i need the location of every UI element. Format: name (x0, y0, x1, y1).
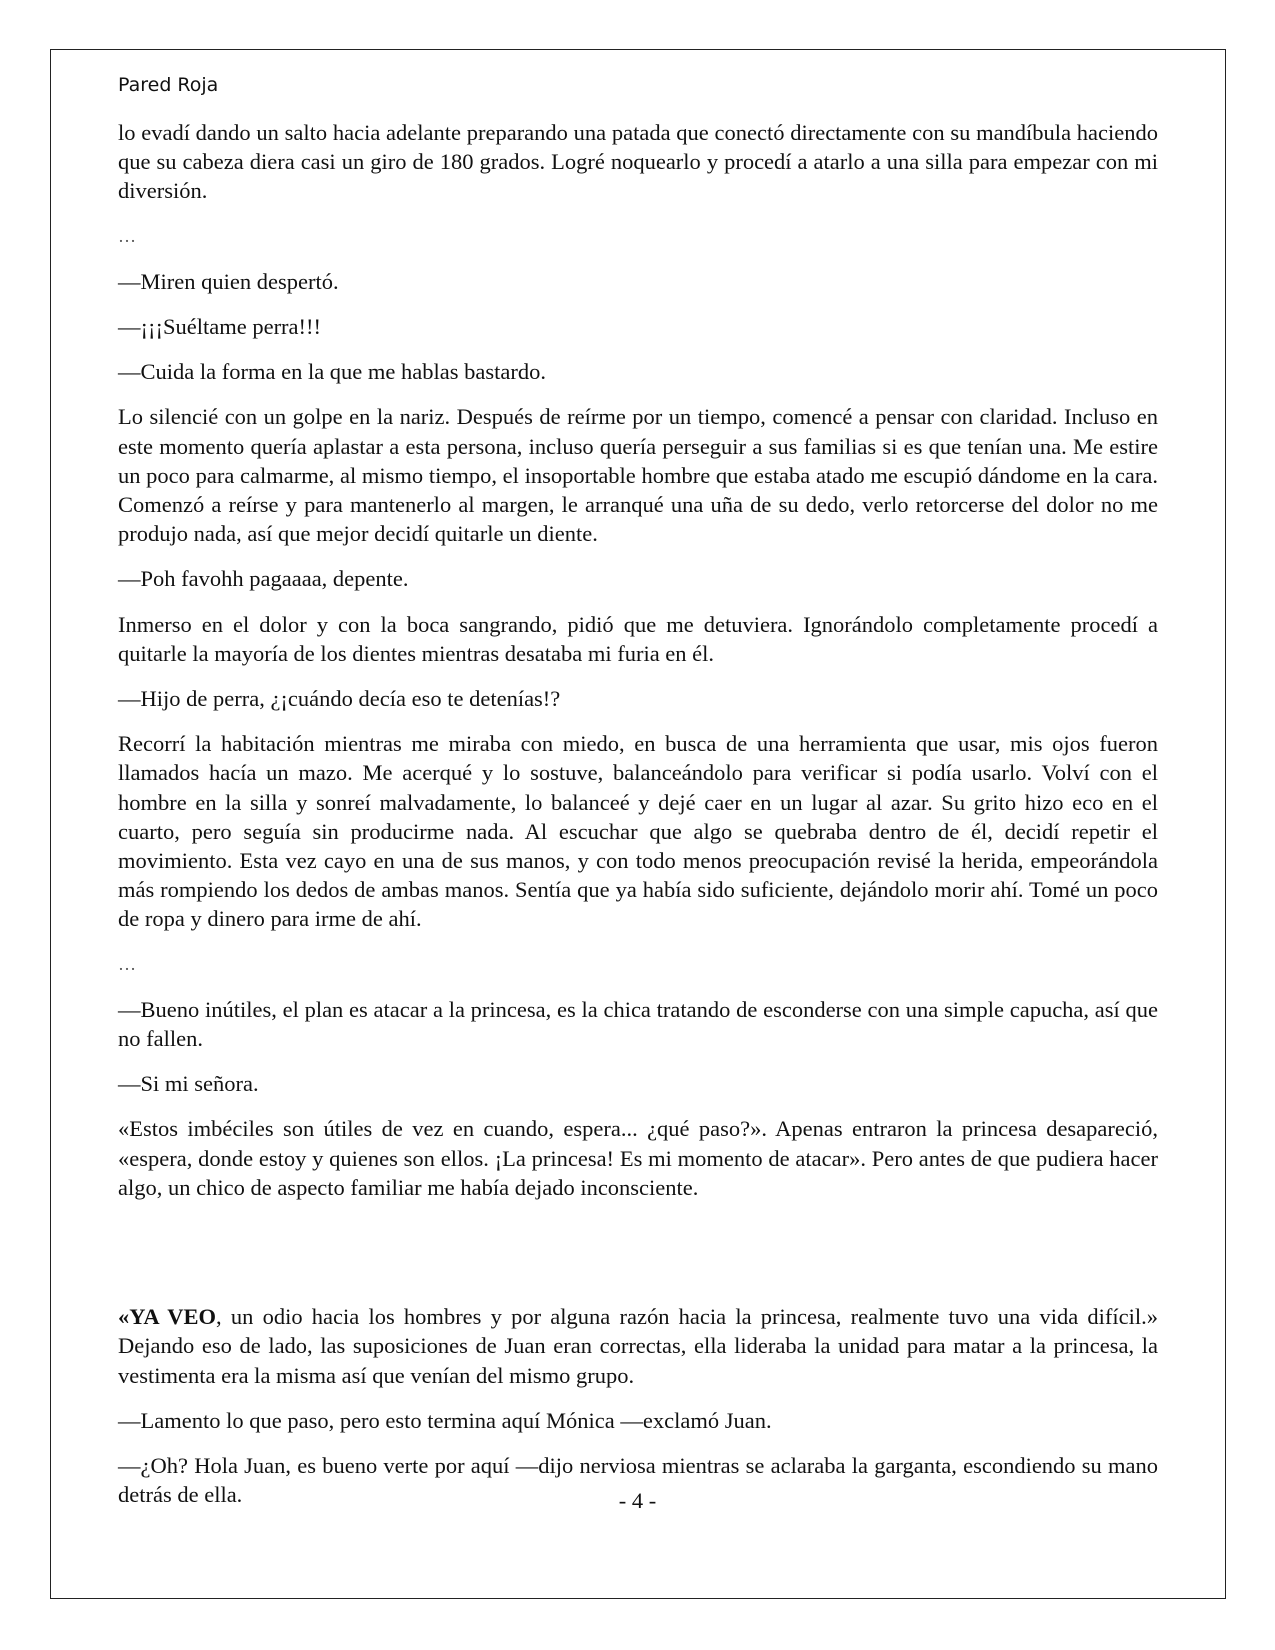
paragraph: Recorrí la habitación mientras me miraba con miedo, en busca de una herramienta que usar, mis ojos fueron llamados hacía un mazo. Me acerqué y lo sostuve, balanceándolo para verificar si podía usarlo. Volví con el hombre en la silla y sonreí malvadamente, lo balanceé y dejé caer en un lugar al azar. Su grito hizo eco en el cuarto, pero seguía sin producirme nada. Al escuchar que algo se quebraba dentro de él, decidí repetir el movimiento. Esta vez cayo en una de sus manos, y con todo menos preocupación revisé la herida, empeorándola más rompiendo los dedos de ambas manos. Sentía que ya había sido suficiente, dejándolo morir ahí. Tomé un poco de ropa y dinero para irme de ahí. (118, 731, 1158, 932)
paragraph (118, 1302, 1158, 1390)
dialogue-line: —Hijo de perra, ¿¡cuándo decía eso te detenías!? (118, 686, 561, 712)
scene-break: … (118, 225, 136, 246)
page-body (118, 118, 1158, 1525)
dialogue-line: —¡¡¡Suéltame perra!!! (118, 314, 322, 340)
dialogue-line: —Miren quien despertó. (118, 268, 339, 294)
page-number: - 4 - (618, 1488, 657, 1513)
dialogue-line: —Cuida la forma en la que me hablas bastardo. (118, 359, 546, 385)
paragraph: lo evadí dando un salto hacia adelante preparando una patada que conectó directamente con su mandíbula haciendo que su cabeza diera casi un giro de 180 grados. Logré noquearlo y procedí a atarlo a una silla para empezar con mi diversión. (118, 120, 1158, 204)
paragraph: Inmerso en el dolor y con la boca sangrando, pidió que me detuviera. Ignorándolo completamente procedí a quitarle la mayoría de los dientes mientras desataba mi furia en él. (118, 611, 1158, 666)
section-gap (118, 1218, 1158, 1302)
dialogue-line: —¿Oh? Hola Juan, es bueno verte por aquí —dijo nerviosa mientras se aclaraba la garganta, escondiendo su mano detrás de ella. (118, 1452, 1158, 1508)
dialogue-line: —Bueno inútiles, el plan es atacar a la princesa, es la chica tratando de esconderse con una simple capucha, así que no fallen. (118, 996, 1158, 1052)
dialogue-line: —Poh favohh pagaaaa, depente. (118, 566, 409, 592)
scene-break: … (118, 953, 136, 974)
dialogue-line: —Lamento lo que paso, pero esto termina aquí Mónica —exclamó Juan. (118, 1407, 772, 1433)
running-header: Pared Roja (118, 74, 219, 96)
dialogue-line: —Si mi señora. (118, 1071, 259, 1097)
paragraph: Lo silencié con un golpe en la nariz. Después de reírme por un tiempo, comencé a pensar con claridad. Incluso en este momento quería aplastar a esta persona, incluso quería perseguir a sus familias si es que tenían una. Me estire un poco para calmarme, al mismo tiempo, el insoportable hombre que estaba atado me escupió dándome en la cara. Comenzó a reírse y para mantenerlo al margen, le arranqué una uña de su dedo, verlo retorcerse del dolor no me produjo nada, así que mejor decidí quitarle un diente. (118, 404, 1158, 547)
paragraph: «Estos imbéciles son útiles de vez en cuando, espera... ¿qué paso?». Apenas entraron la princesa desapareció, «espera, donde estoy y quienes son ellos. ¡La princesa! Es mi momento de atacar». Pero antes de que pudiera hacer algo, un chico de aspecto familiar me había dejado inconsciente. (118, 1116, 1158, 1200)
emphasis-text: «YA VEO (118, 1304, 217, 1330)
paragraph-text: , un odio hacia los hombres y por alguna razón hacia la princesa, realmente tuvo una vida difícil.» Dejando eso de lado, las suposiciones de Juan eran correctas, ella lideraba la unidad para matar a la princesa, la vestimenta era la misma así que venían del mismo grupo. (118, 1304, 1159, 1388)
